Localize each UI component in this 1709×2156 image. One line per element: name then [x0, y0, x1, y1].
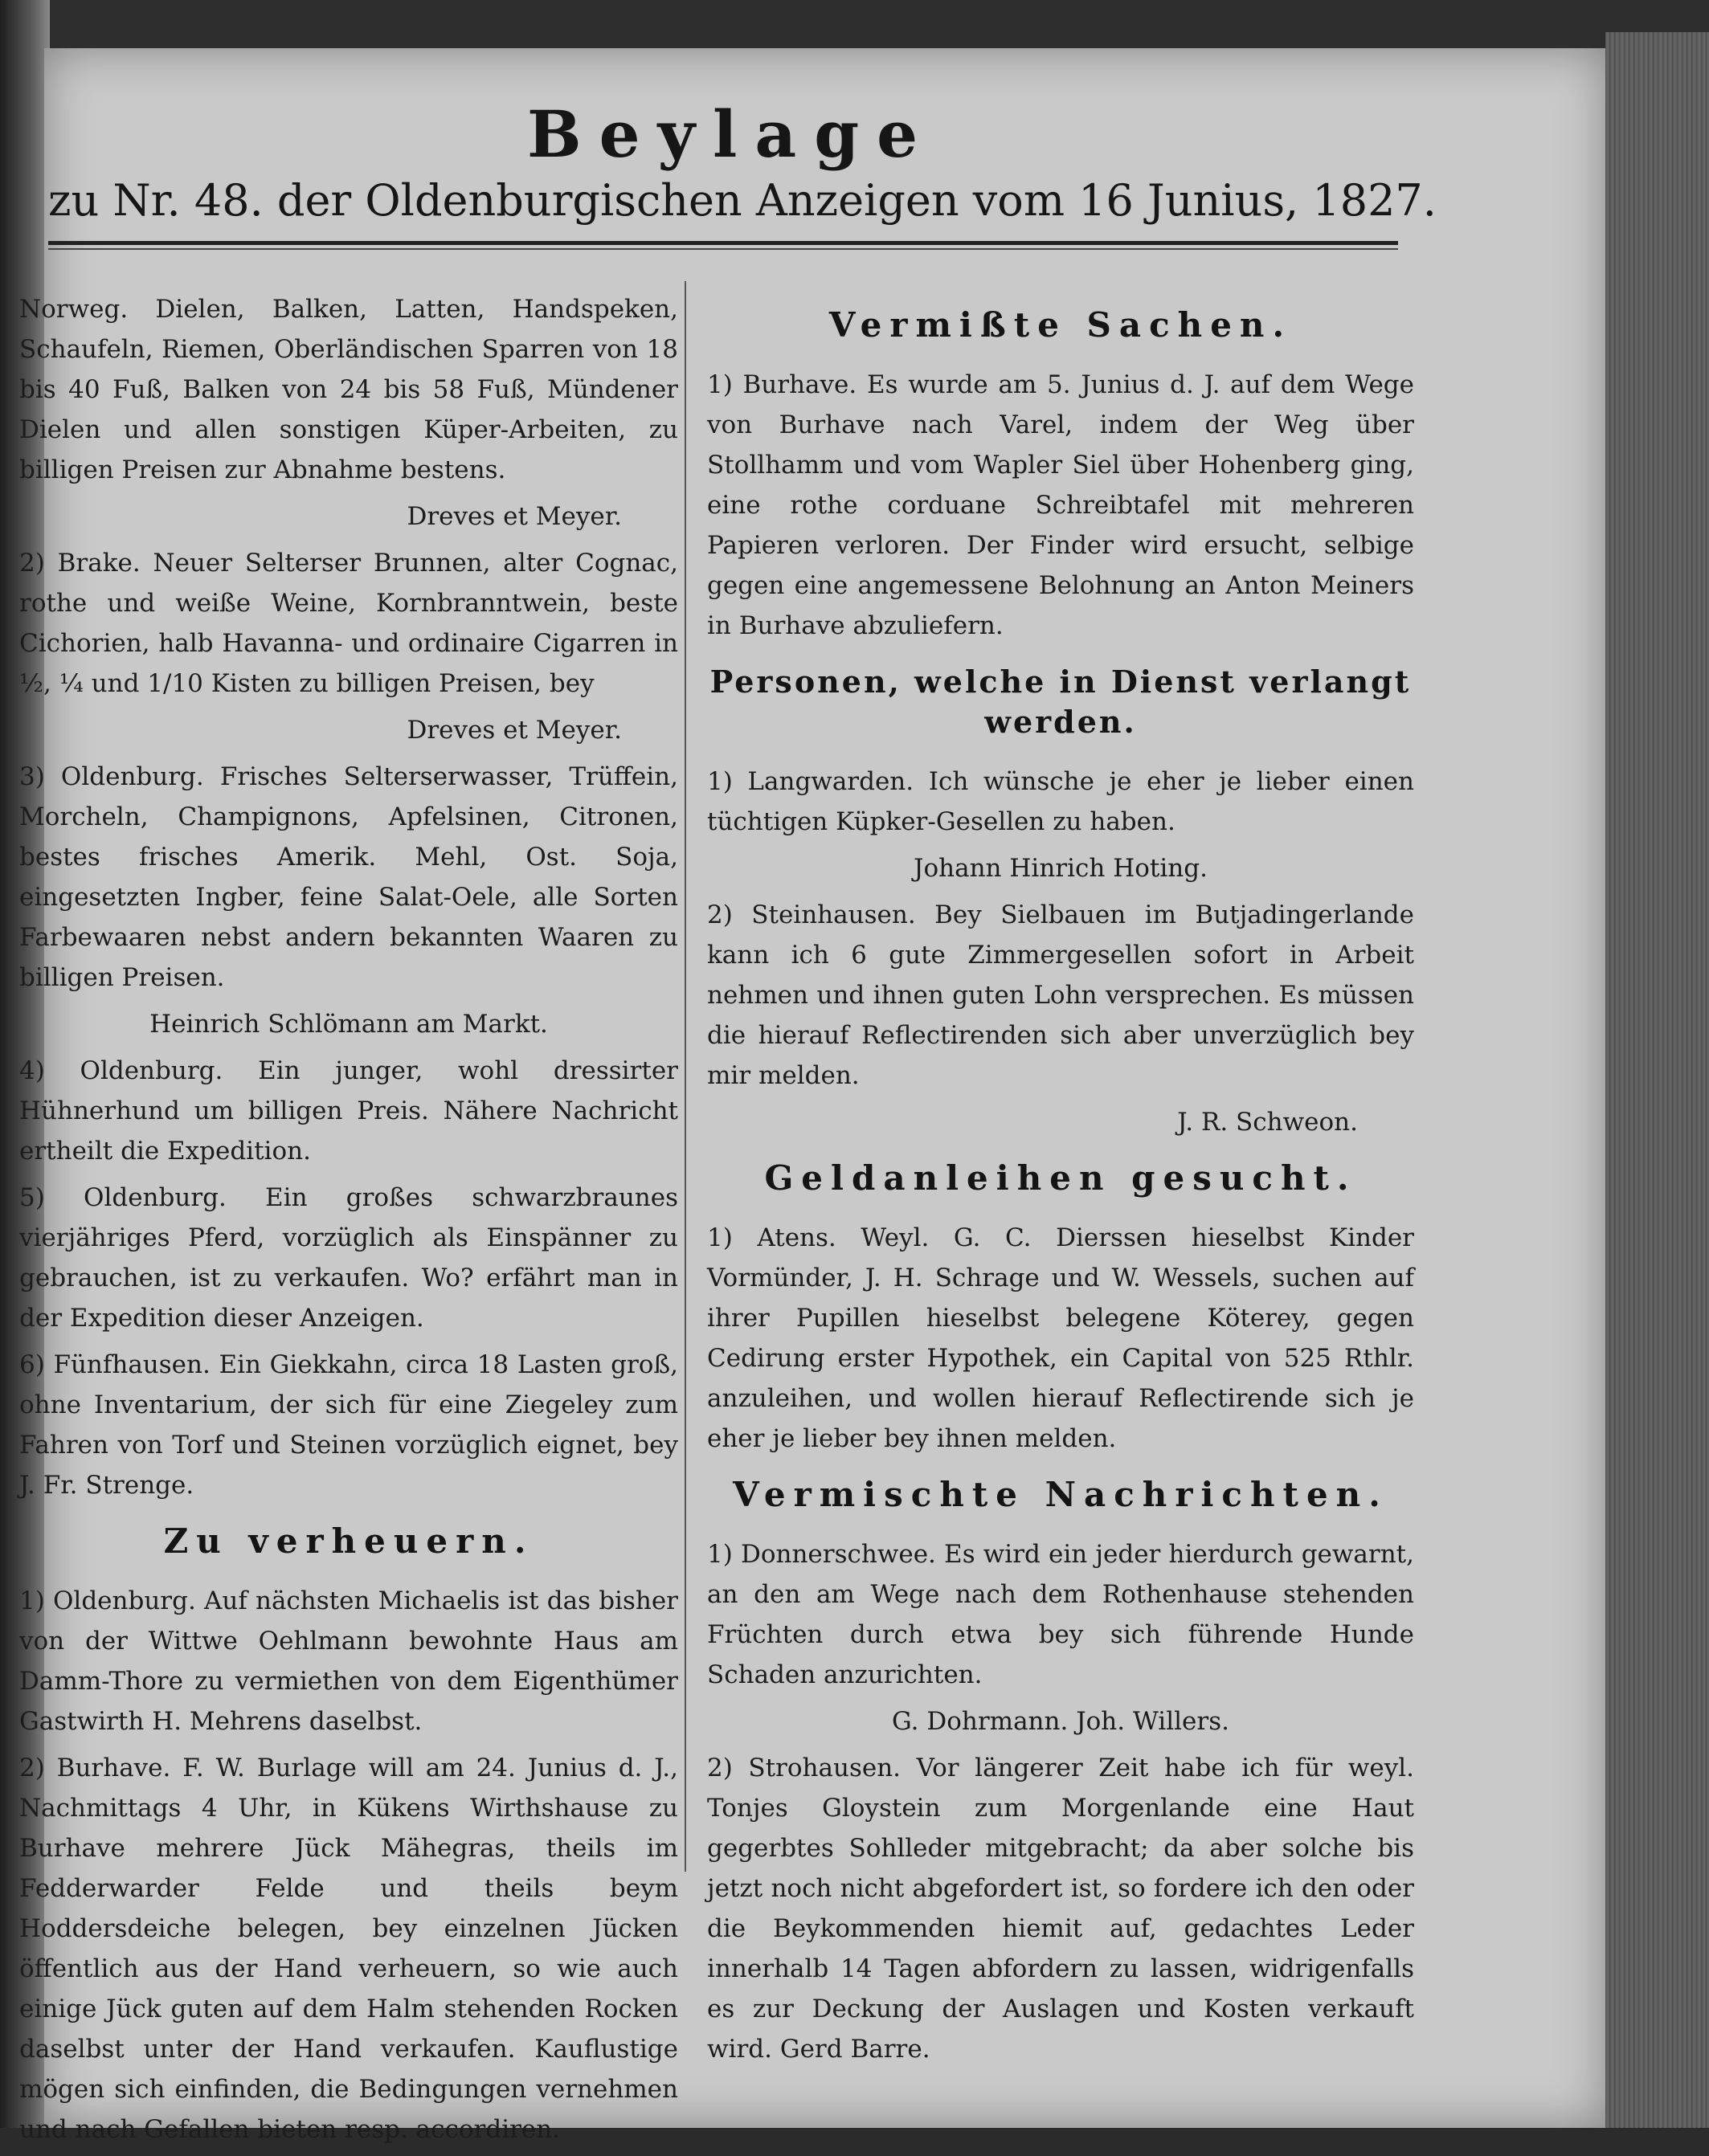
heading-vermischte-nachrichten: Vermischte Nachrichten. [733, 1475, 1388, 1514]
heading-zu-verheuern: Zu verheuern. [163, 1521, 534, 1561]
ad-entry-3: 3) Oldenburg. Frisches Selterserwasser, Trüffein, Morcheln, Champignons, Apfelsinen, Citronen, bestes frisches Amerik. Mehl, Ost. Soja, eingesetzten Ingber, feine Salat-Oele, alle Sorten Farbewaaren nebst andern bekannten Waaren zu billigen Preisen. [19, 762, 678, 992]
heading-geldanleihen: Geldanleihen gesucht. [764, 1158, 1357, 1198]
news-entry-1: 1) Donnerschwee. Es wird ein jeder hierdurch gewarnt, an den am Wege nach dem Rothenhause stehenden Früchten durch etwa bey sich führende Hunde Schaden anzurichten. [707, 1540, 1414, 1689]
heading-vermisste-sachen: Vermißte Sachen. [828, 305, 1293, 345]
job-signature-1: Johann Hinrich Hoting. [914, 854, 1208, 883]
rental-entry-2: 2) Burhave. F. W. Burlage will am 24. Junius d. J., Nachmittags 4 Uhr, in Kükens Wirthshause zu Burhave mehrere Jück Mähegras, theils im Fedderwarder Felde und theils beym Hoddersdeiche belegen, bey einzelnen Jücken öffentlich aus der Hand verheuern, so wie auch einige Jück guten auf dem Halm stehenden Rocken daselbst unter der Hand verkaufen. Kauflustige mögen sich einfinden, die Bedingungen vernehmen und nach Gefallen bieten resp. accordiren. [19, 1754, 678, 2144]
news-signature-1: G. Dohrmann. Joh. Willers. [892, 1707, 1229, 1736]
job-signature-2: J. R. Schweon. [1177, 1108, 1358, 1137]
right-column [707, 289, 1414, 2076]
column-divider [685, 281, 686, 1872]
ad-entry-5: 5) Oldenburg. Ein großes schwarzbraunes vierjähriges Pferd, vorzüglich als Einspänner zu gebrauchen, ist zu verkaufen. Wo? erfährt man in der Expedition dieser Anzeigen. [19, 1183, 678, 1333]
ad-entry-1: Norweg. Dielen, Balken, Latten, Handspeken, Schaufeln, Riemen, Oberländischen Sparren von 18 bis 40 Fuß, Balken von 24 bis 58 Fuß, Mündener Dielen und allen sonstigen Küper-Arbeiten, zu billigen Preisen zur Abnahme bestens. [19, 295, 678, 484]
ad-entry-2: 2) Brake. Neuer Selterser Brunnen, alter Cognac, rothe und weiße Weine, Kornbranntwein, beste Cichorien, halb Havanna- und ordinaire Cigarren in ½, ¼ und 1/10 Kisten zu billigen Preisen, bey [19, 549, 678, 698]
news-entry-2: 2) Strohausen. Vor längerer Zeit habe ich für weyl. Tonjes Gloystein zum Morgenlande eine Haut gegerbtes Sohlleder mitgebracht; da aber solche bis jetzt noch nicht abgefordert ist, so fordere ich den oder die Beykommenden hiemit auf, gedachtes Leder innerhalb 14 Tagen abfordern zu lassen, widrigenfalls es zur Deckung der Auslagen und Kosten verkauft wird. Gerd Barre. [707, 1754, 1414, 2064]
page-subtitle: zu Nr. 48. der Oldenburgischen Anzeigen vom 16 Junius, 1827. [48, 175, 1437, 226]
page-fore-edge [1605, 32, 1709, 2128]
ad-signature-1: Dreves et Meyer. [407, 502, 622, 531]
ad-entry-4: 4) Oldenburg. Ein junger, wohl dressirter Hühnerhund um billigen Preis. Nähere Nachricht ertheilt die Expedition. [19, 1056, 678, 1166]
header-rule [48, 241, 1398, 250]
job-entry-2: 2) Steinhausen. Bey Sielbauen im Butjadingerlande kann ich 6 gute Zimmergesellen sofort in Arbeit nehmen und ihnen guten Lohn versprechen. Es müssen die hierauf Reflectirenden sich aber unverzüglich bey mir melden. [707, 900, 1414, 1090]
ad-signature-3: Heinrich Schlömann am Markt. [149, 1010, 548, 1039]
rental-entry-1: 1) Oldenburg. Auf nächsten Michaelis ist das bisher von der Wittwe Oehlmann bewohnte Haus am Damm-Thore zu vermiethen von dem Eigenthümer Gastwirth H. Mehrens daselbst. [19, 1586, 678, 1736]
lost-entry-1: 1) Burhave. Es wurde am 5. Junius d. J. auf dem Wege von Burhave nach Varel, indem der Weg über Stollhamm und vom Wapler Siel über Hohenberg ging, eine rothe corduane Schreibtafel mit mehreren Papieren verloren. Der Finder wird ersucht, selbige gegen eine angemessene Belohnung an Anton Meiners in Burhave abzuliefern. [707, 370, 1414, 640]
page-title: Beylage [526, 96, 936, 172]
ad-signature-2: Dreves et Meyer. [407, 716, 622, 745]
ad-entry-6: 6) Fünfhausen. Ein Giekkahn, circa 18 Lasten groß, ohne Inventarium, der sich für eine Ziegeley zum Fahren von Torf und Steinen vorzüglich eignet, bey J. Fr. Strenge. [19, 1350, 678, 1500]
left-column [19, 289, 678, 2156]
heading-dienst: Personen, welche in Dienst verlangt werden. [709, 664, 1412, 740]
job-entry-1: 1) Langwarden. Ich wünsche je eher je lieber einen tüchtigen Küpker-Gesellen zu haben. [707, 767, 1414, 836]
loan-entry-1: 1) Atens. Weyl. G. C. Dierssen hieselbst Kinder Vormünder, J. H. Schrage und W. Wessels, suchen auf ihrer Pupillen hieselbst belegene Köterey, gegen Cedirung erster Hypothek, ein Capital von 525 Rthlr. anzuleihen, und wollen hierauf Reflectirende sich je eher je lieber bey ihnen melden. [707, 1223, 1414, 1453]
